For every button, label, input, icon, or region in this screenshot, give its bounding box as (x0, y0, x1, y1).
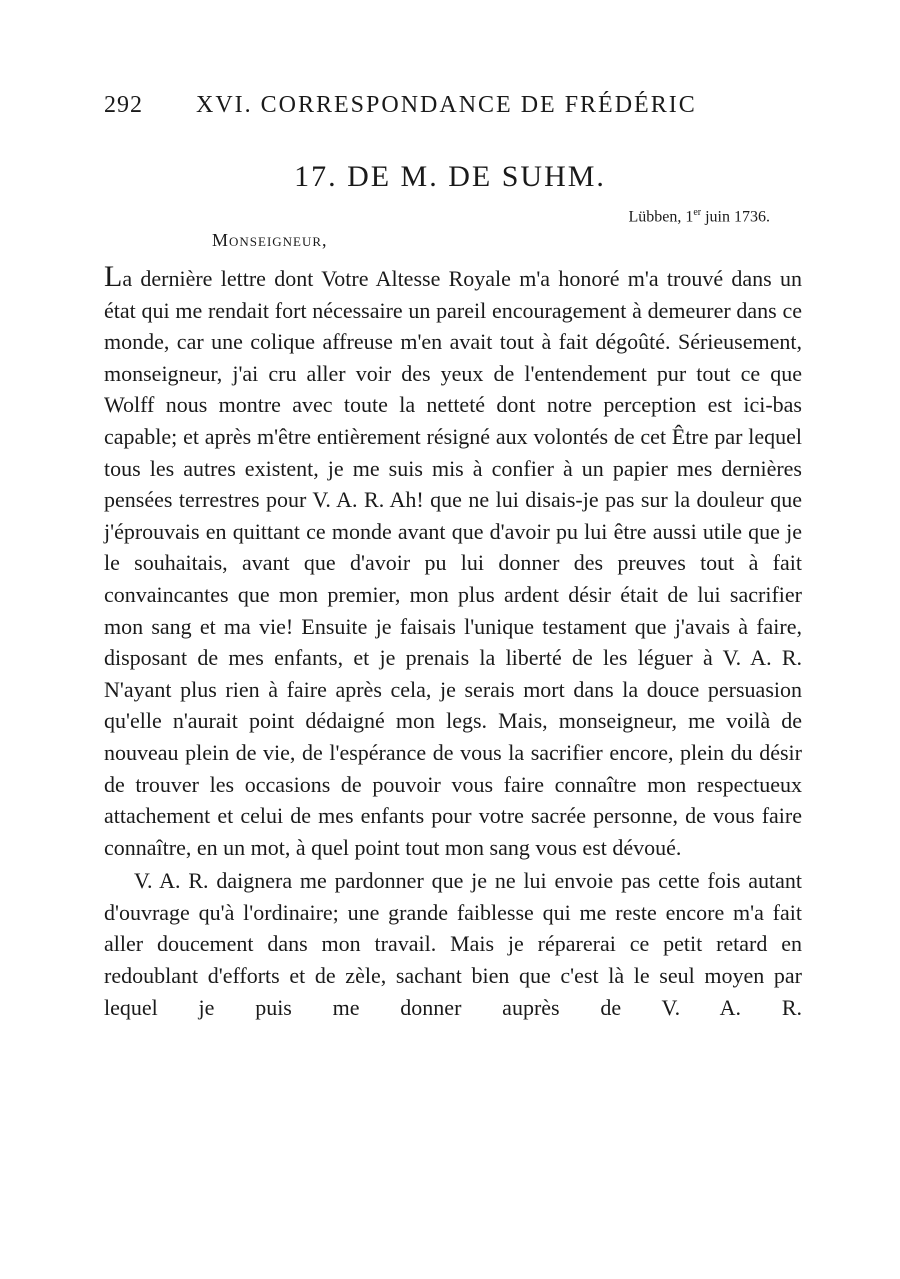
paragraph-2: V. A. R. daignera me pardonner que je ne lui envoie pas cette fois autant d'ouvrage qu'à l'ordinaire; une grande faiblesse qui me reste encore m'a fait aller doucement dans mon travail. Mais je réparerai ce petit retard en redoublant d'efforts et de zèle, sachant bien que c'est là le seul moyen par lequel je puis me donner auprès de V. A. R. (104, 868, 802, 1020)
letter-heading: 17. DE M. DE SUHM. (294, 160, 606, 193)
drop-cap: L (104, 260, 123, 293)
dateline-superscript: er (693, 207, 702, 218)
dateline (0, 207, 770, 226)
letter-body (104, 262, 802, 1023)
page-number: 292 (104, 92, 143, 118)
running-head (104, 92, 804, 119)
salutation: Monseigneur, (212, 230, 328, 250)
dateline-date: juin 1736. (701, 208, 770, 226)
dateline-place: Lübben, 1 (628, 208, 694, 226)
paragraph-1-text: a dernière lettre dont Votre Altesse Royale m'a honoré m'a trouvé dans un état qui me rendait fort nécessaire un pareil encouragement à demeurer dans ce monde, car une colique affreuse m'en avait tout à fait dégoûté. Sérieusement, monseigneur, j'ai cru aller voir des yeux de l'entendement pur tout ce que Wolff nous montre avec toute la netteté dont notre perception est ici-bas capable; et après m'être entièrement résigné aux volontés de cet Être par lequel tous les autres existent, je me suis mis à confier à un papier mes dernières pensées terrestres pour V. A. R. Ah! que ne lui disais-je pas sur la douleur que j'éprouvais en quittant ce monde avant que d'avoir pu lui être aussi utile que je le souhaitais, avant que d'avoir pu lui donner des preuves tout à fait convaincantes que mon premier, mon plus ardent désir était de lui sacrifier mon sang et ma vie! Ensuite je faisais l'unique testament que j'avais à faire, disposant de mes enfants, et je prenais la liberté de les léguer à V. A. R. N'ayant plus rien à faire après cela, je serais mort dans la douce persuasion qu'elle n'aurait point dédaigné mon legs. Mais, monseigneur, me voilà de nouveau plein de vie, de l'espérance de vous la sacrifier encore, plein du désir de trouver les occasions de pouvoir vous faire connaître mon respectueux attachement et celui de mes enfants pour votre sacrée personne, de vous faire connaître, en un mot, à quel point tout mon sang vous est dévoué. (104, 266, 802, 860)
running-title: XVI. CORRESPONDANCE DE FRÉDÉRIC (196, 92, 697, 118)
paragraph-1 (104, 262, 802, 863)
